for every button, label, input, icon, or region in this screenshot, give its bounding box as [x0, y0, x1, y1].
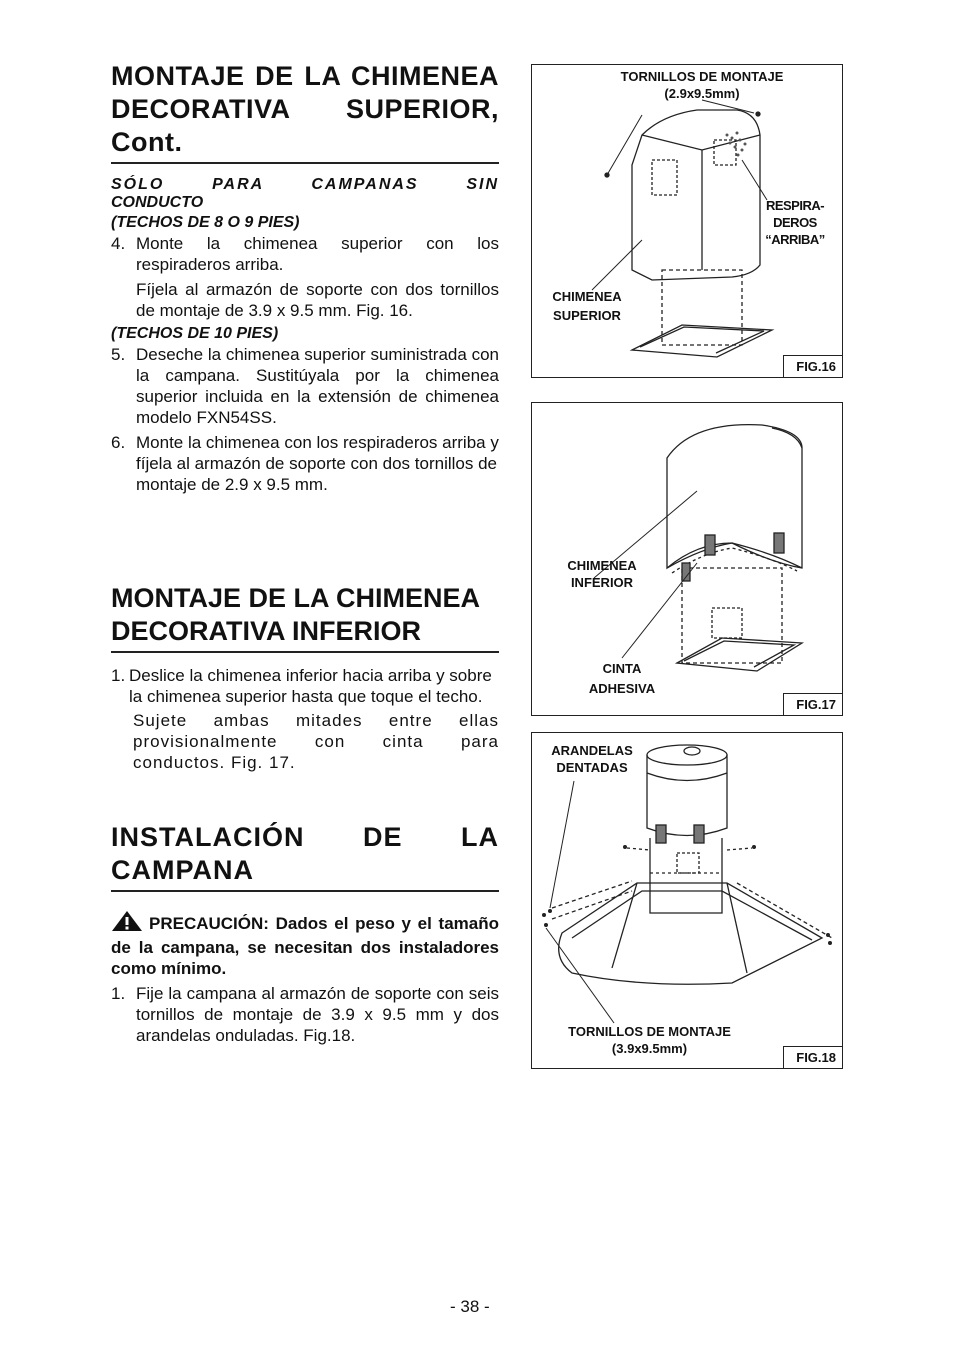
- label-line: RESPIRA-: [765, 198, 825, 213]
- title-line: Cont.: [111, 127, 183, 157]
- label-line: TORNILLOS DE MONTAJE: [568, 1024, 731, 1039]
- label-line: (3.9x9.5mm): [611, 1041, 688, 1056]
- list-item: [111, 983, 499, 1046]
- label-upper-chimney: [542, 287, 632, 325]
- title-line: INSTALACIÓN DE LA: [111, 822, 499, 852]
- label-washers: [537, 742, 647, 776]
- subtitle: SÓLO PARA CAMPANAS SIN: [111, 176, 499, 193]
- label-tape: [572, 659, 672, 699]
- caution-text: PRECAUCIÓN: Dados el peso y el tamaño de la campana, se necesitan dos instaladores como mínimo.: [111, 914, 499, 978]
- item-number: 5.: [111, 345, 126, 364]
- caution-note: [111, 910, 499, 979]
- title-line: MONTAJE DE LA CHIMENEA: [111, 61, 499, 91]
- divider: [111, 162, 499, 164]
- figure-label: FIG.16: [783, 355, 842, 377]
- item-number: 4.: [111, 234, 126, 253]
- label-line: DEROS: [773, 215, 817, 230]
- label-line: CHIMENEA: [567, 558, 637, 573]
- label-vents: [760, 197, 830, 248]
- label-line: DENTADAS: [556, 760, 628, 775]
- label-line: “ARRIBA”: [765, 232, 825, 247]
- item-text: Fije la campana al armazón de soporte con seis tornillos de montaje de 3.9 x 9.5 mm y dos arandelas onduladas. Fig.18.: [136, 984, 499, 1045]
- divider: [111, 890, 499, 892]
- list-item: [111, 344, 499, 428]
- item-number: 1.: [111, 984, 126, 1003]
- subtitle-ceiling: (TECHOS DE 10 PIES): [111, 325, 279, 342]
- title-line: MONTAJE DE LA CHIMENEA: [111, 583, 481, 613]
- subtitle: CONDUCTO: [111, 194, 204, 211]
- item-text: Deslice la chimenea inferior hacia arriba y sobre la chimenea superior hasta que toque el techo.: [129, 666, 492, 706]
- title-line: DECORATIVA INFERIOR: [111, 616, 421, 646]
- item-number: 1.: [111, 666, 126, 685]
- list-item-cont: [111, 710, 499, 773]
- label-line: CINTA: [602, 661, 642, 676]
- list-item-cont: [111, 279, 499, 321]
- item-text: Monte la chimenea con los respiraderos arriba y fíjela al armazón de soporte con dos tornillos de montaje de 2.9 x 9.5 mm.: [136, 433, 499, 494]
- label-lower-chimney: [552, 557, 652, 591]
- list-item: [111, 432, 499, 495]
- section-title: [111, 821, 499, 887]
- section-install-hood: [111, 821, 499, 1046]
- item-text: Monte la chimenea superior con los respiraderos arriba.: [136, 234, 499, 274]
- label-line: CHIMENEA: [552, 289, 622, 304]
- figure-label: FIG.18: [783, 1046, 842, 1068]
- section-title: [111, 582, 499, 648]
- warning-triangle-icon: [111, 910, 143, 937]
- hood-illustration: [532, 733, 842, 1068]
- figure-16: [531, 64, 843, 378]
- list-item: [111, 665, 499, 707]
- section-lower-chimney: [111, 582, 499, 773]
- item-text: Fíjela al armazón de soporte con dos tornillos de montaje de 3.9 x 9.5 mm. Fig. 16.: [136, 280, 499, 320]
- item-number: 6.: [111, 433, 126, 452]
- label-screws: [592, 68, 812, 102]
- section-title: [111, 60, 499, 159]
- figure-label: FIG.17: [783, 693, 842, 715]
- list-item: [111, 233, 499, 275]
- label-line: (2.9x9.5mm): [664, 86, 740, 101]
- figure-17: [531, 402, 843, 716]
- section-upper-chimney: [111, 60, 499, 495]
- label-line: INFERIOR: [570, 575, 634, 590]
- label-line: TORNILLOS DE MONTAJE: [620, 69, 784, 84]
- title-line: DECORATIVA SUPERIOR,: [111, 94, 499, 124]
- page-number: - 38 -: [450, 1297, 490, 1316]
- title-line: CAMPANA: [111, 855, 254, 885]
- label-line: ADHESIVA: [588, 681, 656, 696]
- divider: [111, 651, 499, 653]
- figure-18: [531, 732, 843, 1069]
- subtitle-ceiling: (TECHOS DE 8 O 9 PIES): [111, 214, 300, 231]
- label-line: ARANDELAS: [551, 743, 633, 758]
- item-text: Deseche la chimenea superior suministrada con la campana. Sustitúyala por la chimenea superior incluida en la extensión de chimenea modelo FXN54SS.: [136, 345, 499, 427]
- item-text: Sujete ambas mitades entre ellas provisionalmente con cinta para conductos. Fig. 17.: [133, 711, 499, 772]
- label-line: SUPERIOR: [553, 308, 621, 323]
- label-screws: [537, 1023, 762, 1057]
